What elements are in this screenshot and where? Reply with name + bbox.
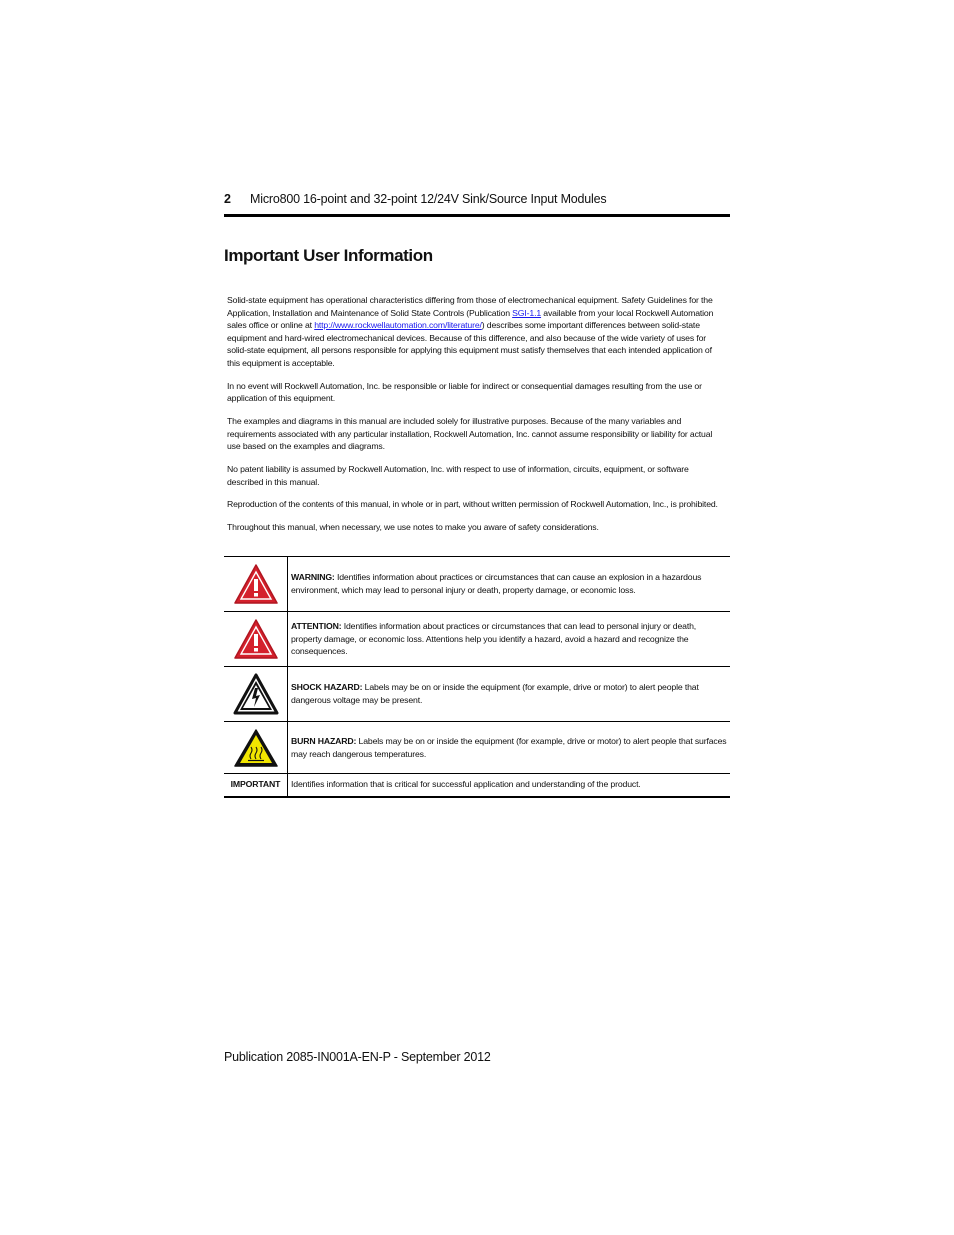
- intro-paragraph-1: Solid-state equipment has operational characteristics differing from those of electromechanical equipment. Safety Guidelines for the Application, Installation and Maintenance of Solid State Controls (Publication SGI-1.1 available from your local Rockwell Automation sales office or online at http://www.rockwellautomation.com/literature/) describes some important differences between solid-state equipment and hard-wired electromechanical devices. Because of this difference, and also because of the wide variety of uses for solid-state equipment, all persons responsible for applying this equipment must satisfy themselves that each intended application of this equipment is acceptable.: [227, 295, 714, 368]
- important-label: IMPORTANT: [224, 774, 288, 797]
- attention-text: ATTENTION: Identifies information about practices or circumstances that can lead to personal injury or death, property damage, or economic loss. Attentions help you identify a hazard, avoid a hazard and recognize the consequences.: [291, 621, 697, 657]
- burn-hazard-text: BURN HAZARD: Labels may be on or inside the equipment (for example, drive or motor) to alert people that surfaces may reach dangerous temperatures.: [291, 735, 727, 759]
- warning-text: WARNING: Identifies information about practices or circumstances that can cause an explosion in a hazardous environment, which may lead to personal injury or death, property damage, or economic loss.: [291, 572, 702, 595]
- intro-paragraph-5: Reproduction of the contents of this manual, in whole or in part, without written permission of Rockwell Automation, Inc., is prohibited.: [227, 499, 718, 510]
- warning-icon-cell: [224, 557, 288, 612]
- sgi-link[interactable]: SGI-1.1: [512, 307, 542, 318]
- literature-link[interactable]: http://www.rockwellautomation.com/literature/: [314, 320, 482, 331]
- header-rule: [224, 214, 730, 217]
- warning-triangle-icon: [232, 562, 280, 606]
- shock-icon-cell: [224, 667, 288, 722]
- running-header: [224, 192, 730, 206]
- page-number: 2: [224, 192, 231, 206]
- shock-hazard-text: SHOCK HAZARD: Labels may be on or inside the equipment (for example, drive or motor) to alert people that dangerous voltage may be present.: [291, 682, 699, 705]
- header-title: Micro800 16-point and 32-point 12/24V Sink/Source Input Modules: [250, 192, 607, 206]
- important-row: [224, 774, 730, 797]
- section-title: Important User Information: [224, 246, 433, 265]
- safety-notes-table: [224, 556, 730, 798]
- burn-icon-cell: [224, 722, 288, 774]
- attention-icon-cell: [224, 612, 288, 667]
- burn-hazard-row: [224, 722, 730, 774]
- intro-paragraph-2: In no event will Rockwell Automation, Inc. be responsible or liable for indirect or consequential damages resulting from the use or application of this equipment.: [227, 380, 702, 404]
- warning-row: [224, 557, 730, 612]
- burn-hazard-icon: [232, 727, 280, 769]
- intro-paragraph-3: The examples and diagrams in this manual are included solely for illustrative purposes. Because of the many variables and requirements associated with any particular installation, Rockwell Automation, Inc. cannot assume responsibility or liability for actual use based on the examples and diagrams.: [227, 416, 713, 452]
- shock-hazard-icon: [232, 672, 280, 716]
- shock-hazard-row: [224, 667, 730, 722]
- intro-paragraph-6: Throughout this manual, when necessary, we use notes to make you aware of safety considerations.: [227, 522, 599, 533]
- attention-triangle-icon: [232, 617, 280, 661]
- publication-footer: Publication 2085-IN001A-EN-P - September 2012: [224, 1050, 491, 1064]
- intro-text: [227, 294, 727, 544]
- important-text: Identifies information that is critical for successful application and understanding of the product.: [291, 779, 641, 790]
- intro-paragraph-4: No patent liability is assumed by Rockwell Automation, Inc. with respect to use of information, circuits, equipment, or software described in this manual.: [227, 464, 689, 487]
- attention-row: [224, 612, 730, 667]
